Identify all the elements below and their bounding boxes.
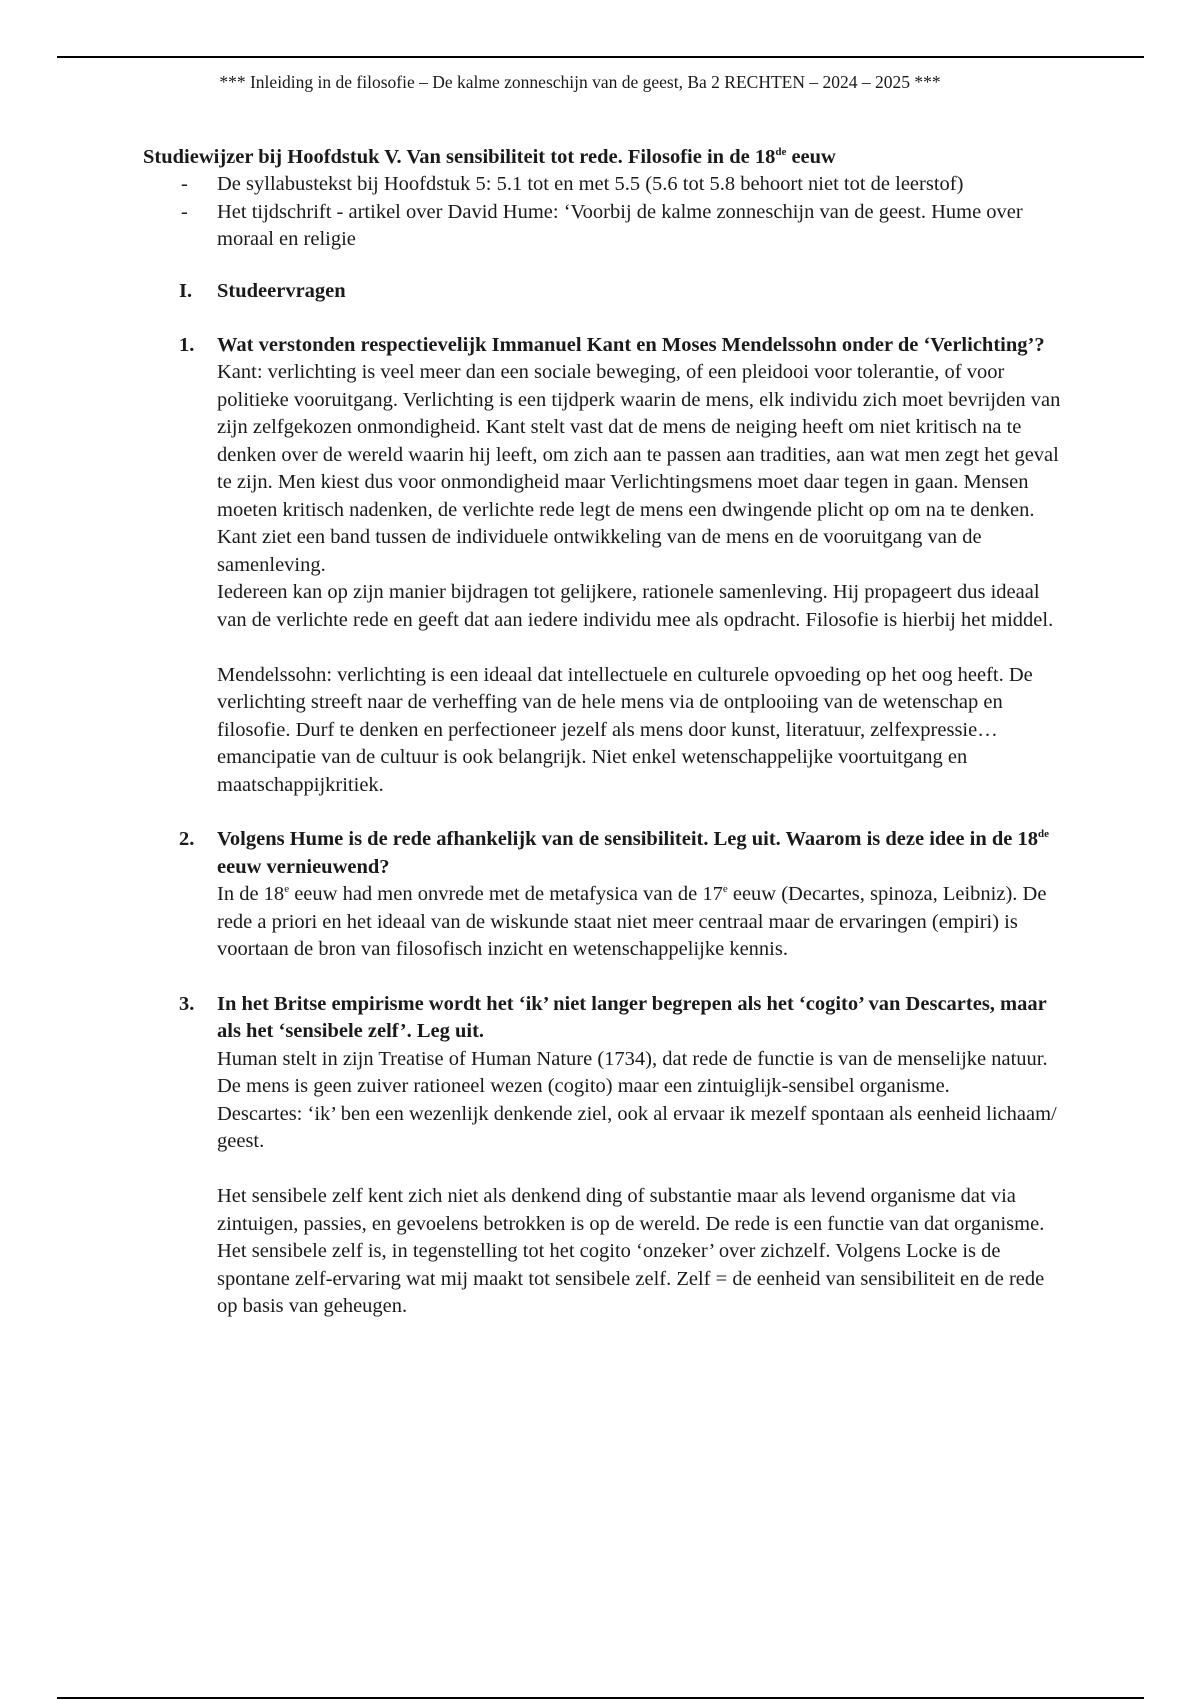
bullet-dash: - (181, 200, 188, 223)
question-text-part: Volgens Hume is de rede afhankelijk van de sensibiliteit. Leg uit. Waarom is deze idee in de 18 (217, 828, 1038, 850)
question-text: In het Britse empirisme wordt het ‘ik’ niet langer begrepen als het ‘cogito’ van Descartes, maar als het ‘sensibele zelf’. Leg uit. (217, 992, 1047, 1042)
section-heading (143, 278, 1063, 305)
answer-superscript: e (722, 883, 728, 896)
question-text-part: eeuw vernieuwend? (217, 855, 390, 878)
question-text: Wat verstonden respectievelijk Immanuel Kant en Moses Mendelssohn onder de ‘Verlichting’? (217, 333, 1045, 356)
answer-paragraph: Kant ziet een band tussen de individuele ontwikkeling van de mens en de vooruitgang van de samenleving. (217, 526, 982, 576)
question-number: 1. (179, 333, 195, 356)
question-2 (143, 826, 1063, 964)
bullet-list (143, 171, 1063, 254)
answer-paragraph: Human stelt in zijn Treatise of Human Nature (1734), dat rede de functie is van de menselijke natuur. De mens is geen zuiver rationeel wezen (cogito) maar een zintuiglijk-sensibel organisme. (217, 1047, 1048, 1097)
bullet-item (143, 199, 1063, 254)
bullet-item (143, 171, 1063, 199)
question-number: 3. (179, 992, 195, 1015)
bullet-dash: - (181, 173, 188, 195)
bullet-text: De syllabustekst bij Hoofdstuk 5: 5.1 tot en met 5.5 (5.6 tot 5.8 behoort niet tot de leerstof) (217, 173, 964, 195)
answer-superscript: e (284, 883, 290, 896)
title-superscript: de (775, 146, 787, 159)
answer-paragraph: Het sensibele zelf kent zich niet als denkend ding of substantie maar als levend organisme dat via zintuigen, passies, en gevoelens betrokken is op de wereld. De rede is een functie van dat organisme. Het sensibele zelf is, in tegenstelling tot het cogito ‘onzeker’ over zichzelf. Volgens Locke is de spontane zelf-ervaring wat mij maakt tot sensibele zelf. Zelf = de eenheid van sensibiliteit en de rede op basis van geheugen. (217, 1185, 1045, 1317)
answer-paragraph (217, 881, 1063, 964)
answer-paragraph: Mendelssohn: verlichting is een ideaal dat intellectuele en culturele opvoeding op het oog heeft. De verlichting streeft naar de verheffing van de hele mens via de ontplooiing van de wetenschap en filosofie. Durf te denken en perfectioneer jezelf als mens door kunst, literatuur, zelfexpressie… emancipatie van de cultuur is ook belangrijk. Niet enkel wetenschappelijke voortuitgang en maatschappijkritiek. (217, 663, 1033, 796)
section-title: Studeervragen (217, 279, 346, 302)
document-title (143, 144, 1063, 171)
answer-text-part: eeuw (Decartes, spinoza, Leibniz). De rede a priori en het ideaal van de wiskunde staat niet meer centraal maar de ervaringen (empiri) is voortaan de bron van filosofisch inzicht en wetenschappelijke kennis. (217, 883, 1047, 960)
footer-rule (57, 1697, 1144, 1699)
question-3 (143, 991, 1063, 1321)
question-text (217, 826, 1063, 881)
title-text-end: eeuw (786, 146, 836, 168)
title-text: Studiewijzer bij Hoofdstuk V. Van sensibiliteit tot rede. Filosofie in de 18 (143, 146, 776, 168)
question-superscript: de (1038, 828, 1049, 841)
page-header: *** Inleiding in de filosofie – De kalme zonneschijn van de geest, Ba 2 RECHTEN – 2024 – 2025 *** (219, 72, 941, 92)
answer-text-part: eeuw had men onvrede met de metafysica van de 17 (289, 883, 723, 905)
answer-paragraph: Iedereen kan op zijn manier bijdragen tot gelijkere, rationele samenleving. Hij propageert dus ideaal van de verlichte rede en geeft dat aan iedere individu mee als opdracht. Filosofie is hierbij het middel. (217, 581, 1054, 631)
section-number: I. (179, 279, 193, 302)
bullet-text: Het tijdschrift - artikel over David Hume: ‘Voorbij de kalme zonneschijn van de geest. Hume over moraal en religie (217, 200, 1023, 250)
answer-paragraph: Kant: verlichting is veel meer dan een sociale beweging, of een pleidooi voor tolerantie, of voor politieke vooruitgang. Verlichting is een tijdperk waarin de mens, elk individu zich moet bevrijden van zijn zelfgekozen onmondigheid. Kant stelt vast dat de mens de neiging heeft om niet kritisch na te denken over de wereld waarin hij leeft, om zich aan te passen aan tradities, aan wat men zegt het geval te zijn. Men kiest dus voor onmondigheid maar Verlichtingsmens moet daar tegen in gaan. Mensen moeten kritisch nadenken, de verlichte rede legt de mens een dwingende plicht op om na te denken. (217, 361, 1061, 521)
question-number: 2. (179, 828, 195, 850)
answer-text-part: In de 18 (217, 883, 285, 905)
header-rule (57, 56, 1144, 58)
question-1 (143, 332, 1063, 800)
answer-paragraph: Descartes: ‘ik’ ben een wezenlijk denkende ziel, ook al ervaar ik mezelf spontaan als eenheid lichaam/ geest. (217, 1102, 1057, 1152)
document-body (143, 144, 1063, 1321)
